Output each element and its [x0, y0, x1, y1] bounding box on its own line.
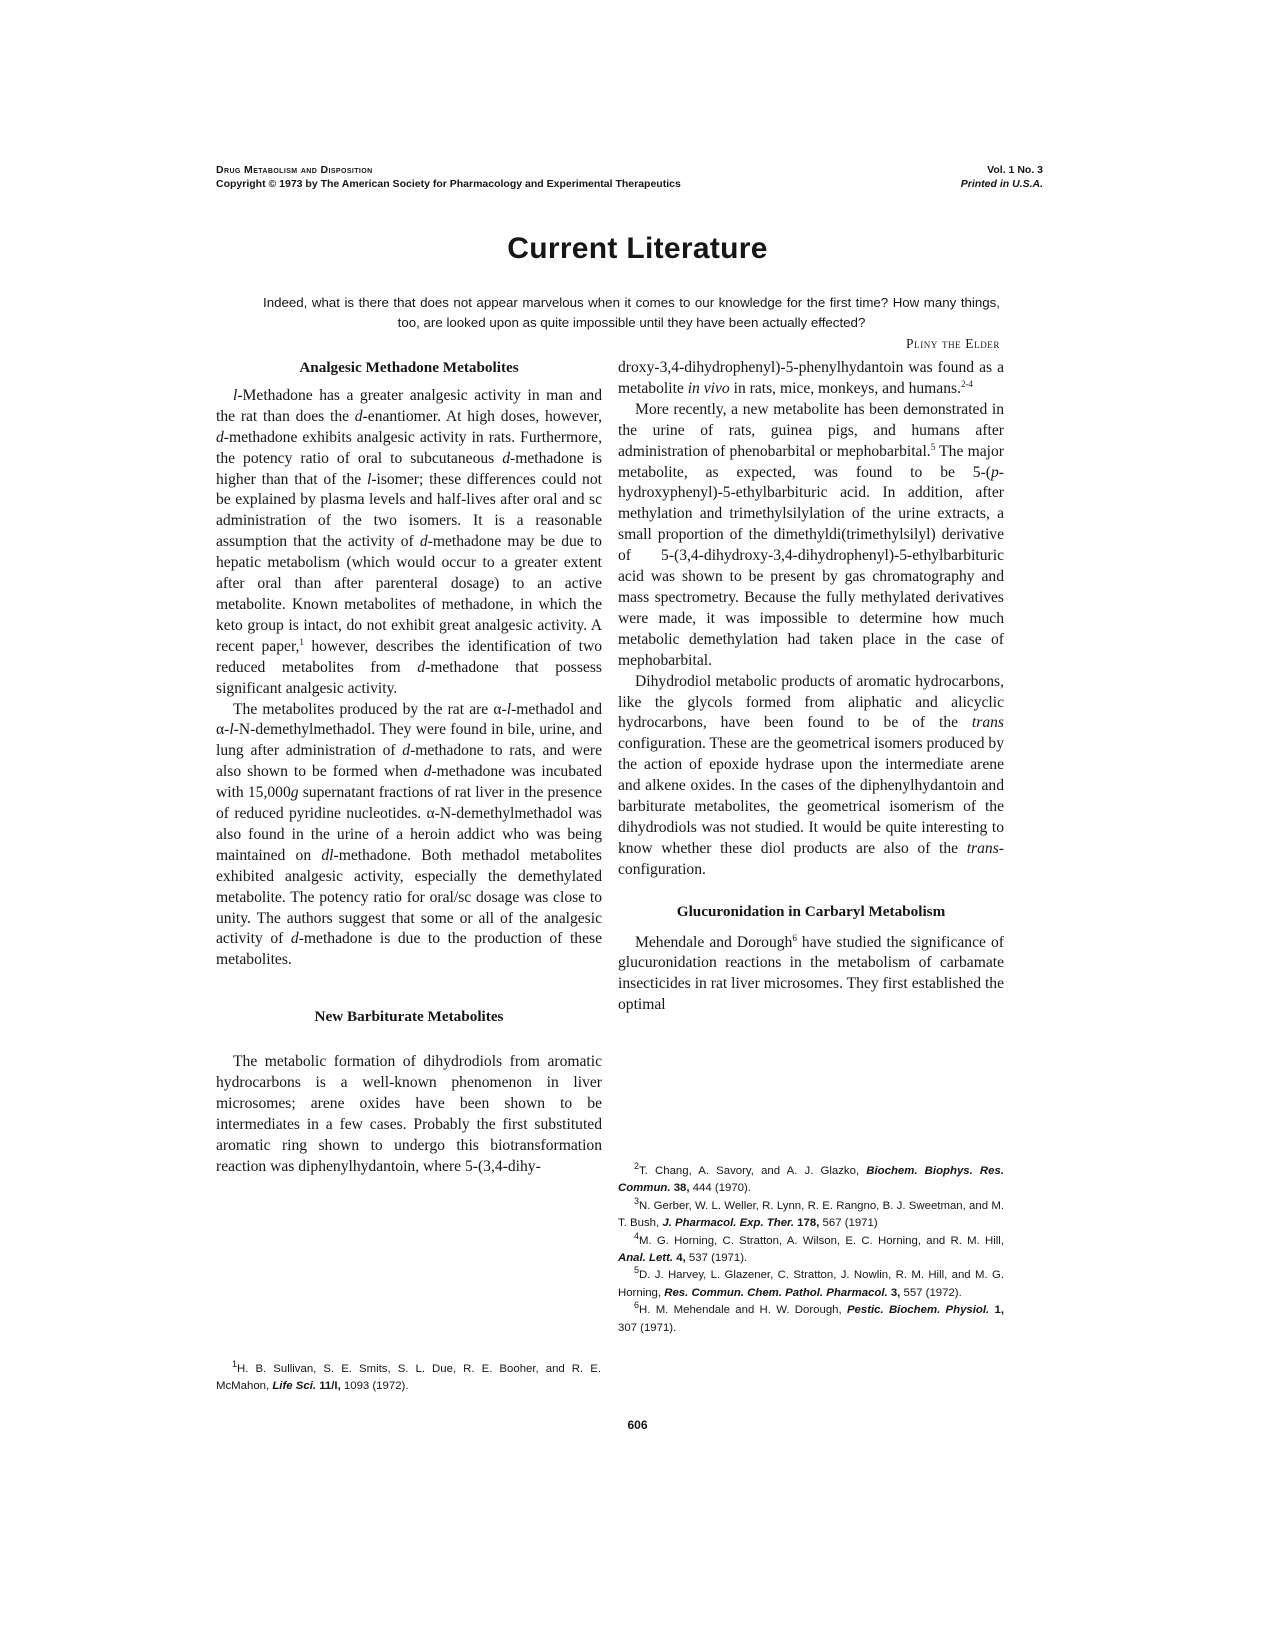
barbiturate-paragraph-1-continued: droxy-3,4-dihydrophenyl)-5-phenylhydantoin was found as a metabolite in vivo in rats, mice, monkeys, and humans.$^{2-4}$ [618, 359, 1004, 397]
right-column [618, 358, 1004, 1016]
section-heading-barbiturate: New Barbiturate Metabolites [314, 1008, 504, 1026]
footnote-1: $^1$H. B. Sullivan, S. E. Smits, S. L. Due, R. E. Booher, and R. E. McMahon, Life Sci. 11/I, 1093 (1972). [216, 1359, 601, 1393]
section-heading-analgesic: Analgesic Methadone Metabolites [299, 359, 519, 376]
footnote-ref: 6 [792, 932, 797, 943]
printed-in: Printed in U.S.A. [960, 178, 1043, 190]
issue-info [961, 163, 1043, 191]
section-heading-glucuronidation: Glucuronidation in Carbaryl Metabolism [676, 902, 946, 920]
copyright-line: Copyright © 1973 by The American Society for Pharmacology and Experimental Therapeutics [216, 178, 681, 190]
footnote-4: $^4$M. G. Horning, C. Stratton, A. Wilson, E. C. Horning, and R. M. Hill, Anal. Lett. 4, 537 (1971). [618, 1230, 1004, 1265]
epigraph-author: Pliny the Elder [906, 336, 1000, 351]
journal-name: Drug Metabolism and Disposition [216, 164, 373, 176]
epigraph-quote: Indeed, what is there that does not appear marvelous when it comes to our knowledge for the first time? How many things, too, are looked upon as quite impossible until they have been actually effected? [263, 295, 1000, 330]
analgesic-paragraph-2: The metabolites produced by the rat are α-l-methadol and α-l-N-demethylmethadol. They were found in bile, urine, and lung after administration of d-methadone to rats, and were also shown to be formed when d-methadone was incubated with 15,000g supernatant fractions of rat liver in the presence of reduced pyridine nucleotides. α-N-demethylmethadol was also found in the urine of a heroin addict who was being maintained on dl-methadone. Both methadol metabolites exhibited analgesic activity, especially the demethylated metabolite. The potency ratio for oral/sc dosage was close to unity. The authors suggest that some or all of the analgesic activity of d-methadone is due to the production of these metabolites. [216, 700, 602, 969]
left-column [216, 358, 602, 1178]
barbiturate-paragraph-3: Dihydrodiol metabolic products of aromatic hydrocarbons, like the glycols formed from aliphatic and alicyclic hydrocarbons, have been found to be of the trans configuration. These are the geometrical isomers produced by the action of epoxide hydrase upon the intermediate arene and alkene oxides. In the cases of the diphenylhydantoin and barbiturate metabolites, the geometrical isomerism of the dihydrodiols was not studied. It would be quite interesting to know whether these diol products are also of the trans-configuration. [618, 672, 1004, 878]
footnote-ref: 2-4 [960, 378, 973, 389]
glucuronidation-paragraph-1: Mehendale and Dorough$^6$ have studied the significance of glucuronidation reactions in the metabolism of carbamate insecticides in rat liver microsomes. They first established the optimal [618, 932, 1004, 1014]
footnote-ref: 1 [299, 636, 304, 647]
volume-number: Vol. 1 No. 3 [987, 164, 1043, 176]
running-header [216, 163, 681, 191]
footnote-5: $^5$D. J. Harvey, L. Glazener, C. Stratton, J. Nowlin, R. M. Hill, and M. G. Horning, Res. Commun. Chem. Pathol. Pharmacol. 3, 557 (1972). [618, 1265, 1004, 1299]
footnote-6: $^6$H. M. Mehendale and H. W. Dorough, Pestic. Biochem. Physiol. 1, 307 (1971). [618, 1300, 1004, 1334]
analgesic-paragraph-1: l-Methadone has a greater analgesic activity in man and the rat than does the d-enantiomer. At high doses, however, d-methadone exhibits analgesic activity in rats. Furthermore, the potency ratio of oral to subcutaneous d-methadone is higher than that of the l-isomer; these differences could not be explained by plasma levels and half-lives after oral and sc administration of the two isomers. It is a reasonable assumption that the activity of d-methadone may be due to hepatic metabolism (which would occur to a greater extent after oral than after parenteral dosage) to an active metabolite. Known metabolites of methadone, in which the keto group is intact, do not exhibit great analgesic activity. A recent paper,$^1$ however, describes the identification of two reduced metabolites from d-methadone that possess significant analgesic activity. [216, 386, 603, 697]
page-title: Current Literature [507, 232, 768, 265]
barbiturate-paragraph-1: The metabolic formation of dihydrodiols from aromatic hydrocarbons is a well-known phenomenon in liver microsomes; arene oxides have been shown to be intermediates in a few cases. Probably the first substituted aromatic ring shown to undergo this biotransformation reaction was diphenylhydantoin, where 5-(3,4-dihy- [216, 1053, 602, 1175]
page-number: 606 [627, 1418, 648, 1432]
footnote-ref: 5 [930, 441, 936, 452]
footnote-2: $^2$T. Chang, A. Savory, and A. J. Glazko, Biochem. Biophys. Res. Commun. 38, 444 (1970). [618, 1161, 1004, 1195]
footnote-3: $^3$N. Gerber, W. L. Weller, R. Lynn, R. E. Rangno, B. J. Sweetman, and M. T. Bush, J. Pharmacol. Exp. Ther. 178, 567 (1971) [618, 1196, 1004, 1230]
footnotes-left [216, 1361, 601, 1396]
footnotes-right [618, 1163, 1004, 1337]
barbiturate-paragraph-2: More recently, a new metabolite has been demonstrated in the urine of rats, guinea pigs, and humans after administration of phenobarbital or mephobarbital.$^5$ The major metabolite, as expected, was found to be 5-(p-hydroxyphenyl)-5-ethylbarbituric acid. In addition, after methylation and trimethylsilylation of the urine extracts, a small proportion of the dimethyldi(trimethylsilyl) derivative of 5-(3,4-dihydroxy-3,4-dihydrophenyl)-5-ethylbarbituric acid was shown to be present by gas chromatography and mass spectrometry. Because the fully methylated derivatives were made, it was impossible to determine how much metabolic demethylation had taken place in the case of mephobarbital. [618, 400, 1005, 669]
